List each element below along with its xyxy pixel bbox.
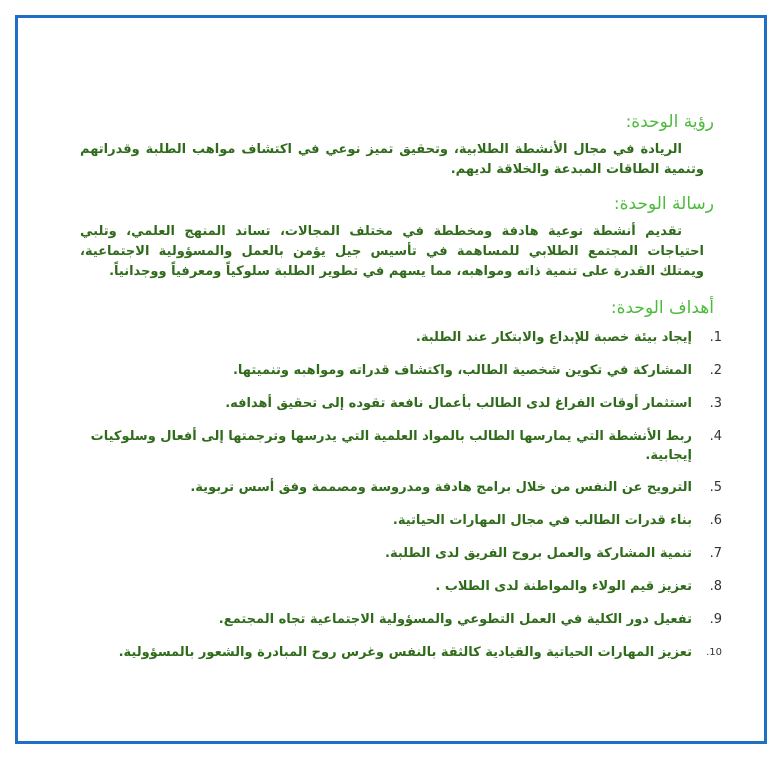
goal-number: 6. <box>709 513 722 528</box>
goal-item-6 <box>80 511 726 531</box>
goal-number: 2. <box>709 363 722 378</box>
goal-number: 8. <box>709 579 722 594</box>
goal-item-3 <box>80 394 726 414</box>
goal-text: الترويح عن النفس من خلال برامج هادفة ومدروسة ومصممة وفق أسس تربوية. <box>190 480 692 495</box>
goals-list <box>80 328 726 663</box>
goal-item-9 <box>80 610 726 630</box>
goal-item-7 <box>80 544 726 564</box>
mission-text: تقديم أنشطة نوعية هادفة ومخططة في مختلف المجالات، تساند المنهج العلمي، وتلبي احتياجات المجتمع الطلابي للمساهمة في تأسيس جيل يؤمن بالعمل والمسؤولية الاجتماعية، ويمتلك القدرة على تنمية ذاته ومواهبه، مما يسهم في تطوير الطلبة سلوكياً ومعرفياً ووجدانياً. <box>80 224 704 279</box>
goal-item-4 <box>80 427 726 465</box>
goal-item-2 <box>80 361 726 381</box>
goal-number: 4. <box>709 429 722 444</box>
goal-number: 1. <box>709 330 722 345</box>
goal-text: تعزيز قيم الولاء والمواطنة لدى الطلاب . <box>435 579 692 594</box>
goal-text: ربط الأنشطة التي يمارسها الطالب بالمواد العلمية التي يدرسها وترجمتها إلى أفعال وسلوكيات إيجابية. <box>90 429 692 463</box>
goal-text: تفعيل دور الكلية في العمل التطوعي والمسؤولية الاجتماعية تجاه المجتمع. <box>218 612 692 627</box>
goals-heading: أهداف الوحدة: <box>610 298 714 318</box>
mission-heading: رسالة الوحدة: <box>613 194 714 214</box>
vision-heading: رؤية الوحدة: <box>625 112 714 132</box>
goal-text: استثمار أوقات الفراغ لدى الطالب بأعمال نافعة تقوده إلى تحقيق أهدافه. <box>225 396 692 411</box>
goal-number: 9. <box>709 612 722 627</box>
goal-item-5 <box>80 478 726 498</box>
goal-text: المشاركة في تكوين شخصية الطالب، واكتشاف قدراته ومواهبه وتنميتها. <box>232 363 692 378</box>
goal-text: تنمية المشاركة والعمل بروح الفريق لدى الطلبة. <box>385 546 692 561</box>
goal-number: 3. <box>709 396 722 411</box>
goal-number: 5. <box>709 480 722 495</box>
goal-item-1 <box>80 328 726 348</box>
goal-number: 10. <box>706 647 722 658</box>
goal-text: بناء قدرات الطالب في مجال المهارات الحياتية. <box>392 513 692 528</box>
goal-item-10 <box>80 643 726 663</box>
goal-text: تعزيز المهارات الحياتية والقيادية كالثقة بالنفس وغرس روح المبادرة والشعور بالمسؤولية. <box>118 645 692 660</box>
goal-number: 7. <box>709 546 722 561</box>
page-frame <box>15 15 767 744</box>
vision-text: الريادة في مجال الأنشطة الطلابية، وتحقيق تميز نوعي في اكتشاف مواهب الطلبة وقدراتهم وتنمية الطاقات المبدعة والخلاقة لديهم. <box>80 142 704 177</box>
goal-item-8 <box>80 577 726 597</box>
goal-text: إيجاد بيئة خصبة للإبداع والابتكار عند الطلبة. <box>415 330 692 345</box>
document-content <box>80 98 726 676</box>
